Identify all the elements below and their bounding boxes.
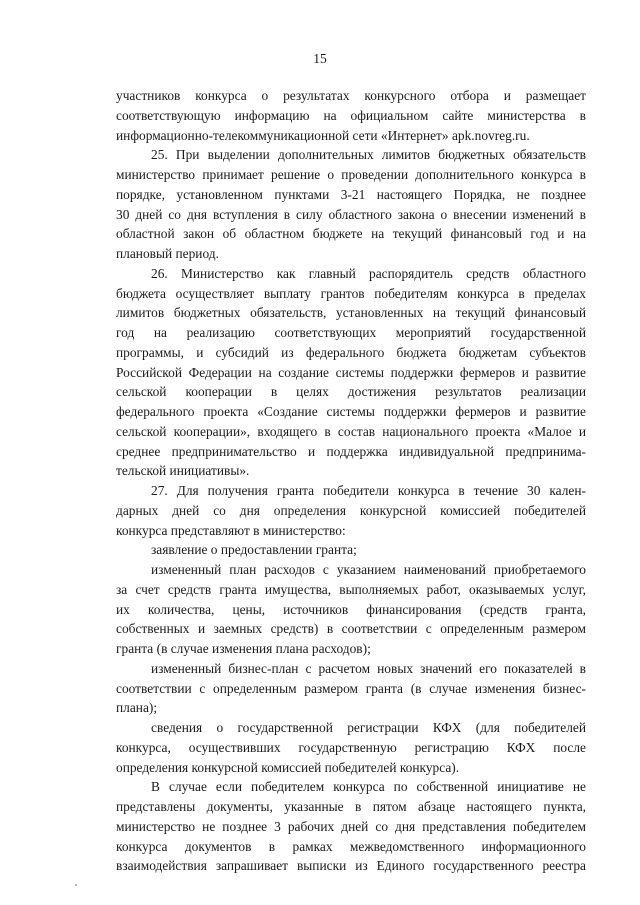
paragraph-line: соответствующую информацию на официальном сайте министерства в — [116, 107, 586, 123]
paragraph-line: В случае если победителем конкурса по собственной инициативе не — [151, 779, 586, 795]
paragraph-line: определения конкурсной комиссией победителей конкурса). — [116, 759, 460, 775]
paragraph-line: их количества, цены, источников финансирования (средств гранта, — [116, 601, 586, 617]
paragraph-line: представлены документы, указанные в пятом абзаце настоящего пункта, — [116, 799, 586, 814]
paragraph-line: тельской инициативы». — [116, 463, 250, 479]
paragraph-line: собственных и заемных средств) в соответствии с определенным размером — [116, 621, 586, 637]
paragraph-line: год на реализацию соответствующих мероприятий государственной — [116, 325, 586, 340]
paragraph-line: среднее предпринимательство и поддержка индивидуальной предпринима- — [116, 443, 586, 459]
scan-speck — [75, 884, 77, 886]
paragraph-line: порядке, установленном пунктами 3-21 настоящего Порядка, не позднее — [116, 186, 586, 202]
paragraph-line: плановый период. — [116, 246, 219, 261]
paragraph-line: бюджета осуществляет выплату грантов победителям конкурса в пределах — [116, 285, 586, 301]
paragraph-line: гранта (в случае изменения плана расходов); — [116, 641, 371, 656]
paragraph-line: конкурса документов в рамках межведомственного информационного — [116, 838, 586, 854]
paragraph-line: сведения о государственной регистрации КФХ (для победителей — [151, 720, 586, 735]
paragraph-line: заявление о предоставлении гранта; — [151, 542, 357, 558]
paragraph-line: сельской кооперации в целях достижения результатов реализации — [116, 384, 586, 400]
paragraph-line: программы, и субсидий из федерального бюджета бюджетам субъектов — [116, 344, 586, 360]
paragraph-line: конкурса, осуществивших государственную регистрацию КФХ после — [116, 739, 586, 755]
paragraph-line: дарных дней со дня определения конкурсной комиссией победителей — [116, 502, 586, 518]
paragraph-line: участников конкурса о результатах конкурсного отбора и размещает — [116, 88, 586, 103]
paragraph-line: 25. При выделении дополнительных лимитов бюджетных обязательств — [151, 147, 586, 163]
paragraph-line: соответствии с определенным размером гранта (в случае изменения бизнес- — [116, 680, 586, 696]
paragraph-line: министерство принимает решение о проведении дополнительного конкурса в — [116, 167, 586, 182]
paragraph-line: взаимодействия запрашивает выписки из Единого государственного реестра — [116, 858, 586, 874]
paragraph-line: плана); — [116, 700, 158, 716]
document-body — [116, 86, 586, 876]
paragraph-line: федерального проекта «Создание системы поддержки фермеров и развитие — [116, 404, 586, 419]
paragraph-line: за счет средств гранта имущества, выполняемых работ, оказываемых услуг, — [116, 581, 586, 597]
paragraph-line: областной закон об областном бюджете на текущий финансовый год и на — [116, 226, 586, 242]
paragraph-line: конкурса представляют в министерство: — [116, 522, 346, 538]
paragraph-line: 27. Для получения гранта победители конкурса в течение 30 кален- — [151, 483, 586, 498]
paragraph-line: сельской кооперации», входящего в состав национального проекта «Малое и — [116, 423, 586, 439]
paragraph-line: лимитов бюджетных обязательств, установленных на текущий финансовый — [116, 305, 586, 321]
paragraph-line: министерство не позднее 3 рабочих дней со дня представления победителем — [116, 818, 586, 834]
paragraph-line: измененный бизнес-план с расчетом новых значений его показателей в — [151, 660, 586, 676]
paragraph-line: 26. Министерство как главный распорядитель средств областного — [151, 265, 586, 281]
paragraph-line: измененный план расходов с указанием наименований приобретаемого — [151, 562, 586, 577]
paragraph-line: 30 дней со дня вступления в силу областного закона о внесении изменений в — [116, 206, 586, 222]
paragraph-line: Российской Федерации на создание системы поддержки фермеров и развитие — [116, 364, 586, 380]
page-number: 15 — [313, 51, 327, 66]
paragraph-line: информационно-телекоммуникационной сети «Интернет» apk.novreg.ru. — [116, 127, 530, 143]
